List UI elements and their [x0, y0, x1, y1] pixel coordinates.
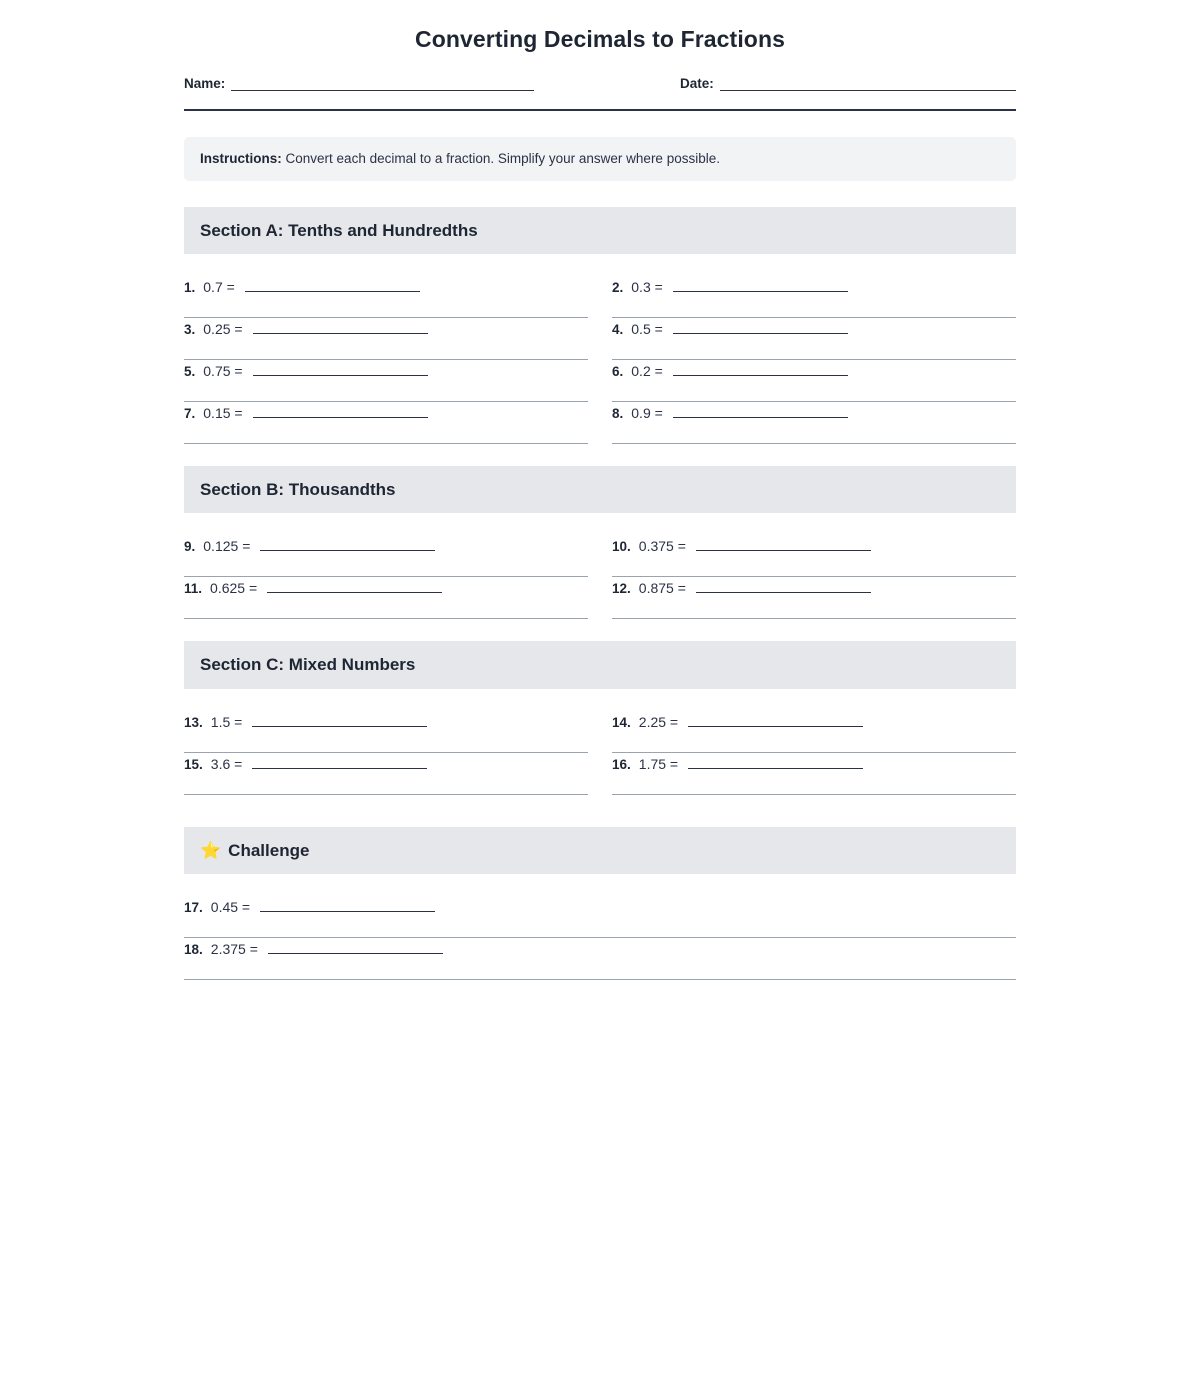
problem-expression: 0.5 = — [631, 321, 663, 338]
date-label: Date: — [680, 76, 714, 92]
problem-number: 13. — [184, 714, 203, 730]
sections-container — [184, 207, 1016, 980]
problem-expression: 0.875 = — [638, 580, 686, 597]
problem-item — [612, 577, 1016, 619]
problem-item — [184, 535, 588, 577]
problem-item — [612, 711, 1016, 753]
problem-item — [184, 753, 588, 795]
problem-item — [184, 896, 1016, 938]
problem-number: 8. — [612, 406, 624, 422]
answer-blank[interactable] — [688, 711, 863, 727]
problem-item — [612, 318, 1016, 360]
answer-blank[interactable] — [253, 360, 428, 376]
problem-item — [184, 360, 588, 402]
problem-expression: 2.375 = — [210, 940, 258, 957]
answer-blank[interactable] — [253, 318, 428, 334]
problem-number: 17. — [184, 899, 203, 915]
answer-blank[interactable] — [260, 535, 435, 551]
answer-blank[interactable] — [260, 896, 435, 912]
problem-number: 16. — [612, 756, 631, 772]
section-header-section-a — [184, 207, 1016, 254]
problem-item — [184, 276, 588, 318]
section-header-section-c — [184, 641, 1016, 688]
problem-expression: 1.5 = — [210, 713, 243, 730]
problem-expression: 0.625 = — [210, 580, 258, 597]
answer-blank[interactable] — [673, 318, 848, 334]
problem-expression: 0.25 = — [203, 321, 243, 338]
problem-expression: 0.375 = — [638, 538, 686, 555]
instructions-box — [184, 137, 1016, 181]
page-title: Converting Decimals to Fractions — [415, 26, 785, 52]
problem-item — [612, 276, 1016, 318]
problem-number: 5. — [184, 364, 196, 380]
problem-number: 15. — [184, 756, 203, 772]
star-icon: ⭐ — [200, 840, 222, 860]
name-blank[interactable] — [231, 76, 534, 91]
student-info-row — [184, 76, 1016, 111]
problem-number: 10. — [612, 539, 631, 555]
problem-expression: 0.75 = — [203, 363, 243, 380]
answer-blank[interactable] — [696, 535, 871, 551]
problem-item — [612, 360, 1016, 402]
problem-item — [612, 402, 1016, 444]
problem-item — [184, 318, 588, 360]
section-header-challenge — [184, 827, 1016, 874]
problem-number: 14. — [612, 714, 631, 730]
problem-number: 4. — [612, 322, 624, 338]
problem-number: 7. — [184, 406, 196, 422]
problem-grid-section-a — [184, 276, 1016, 444]
problem-number: 6. — [612, 364, 624, 380]
answer-blank[interactable] — [253, 402, 428, 418]
problem-expression: 2.25 = — [638, 713, 679, 730]
problem-grid-section-b — [184, 535, 1016, 619]
problem-expression: 0.7 = — [203, 279, 235, 296]
problem-item — [184, 938, 1016, 980]
problem-number: 12. — [612, 581, 631, 597]
answer-blank[interactable] — [673, 402, 848, 418]
answer-blank[interactable] — [673, 276, 848, 292]
problem-item — [184, 402, 588, 444]
answer-blank[interactable] — [268, 938, 443, 954]
section-header-section-b — [184, 466, 1016, 513]
problem-expression: 1.75 = — [638, 755, 679, 772]
section-title: Section B: Thousandths — [200, 480, 396, 500]
answer-blank[interactable] — [696, 577, 871, 593]
answer-blank[interactable] — [673, 360, 848, 376]
answer-blank[interactable] — [252, 711, 427, 727]
instructions-text: Convert each decimal to a fraction. Simplify your answer where possible. — [285, 150, 720, 166]
problem-number: 2. — [612, 280, 624, 296]
answer-blank[interactable] — [688, 753, 863, 769]
answer-blank[interactable] — [245, 276, 420, 292]
problem-expression: 0.125 = — [203, 538, 251, 555]
problem-number: 9. — [184, 539, 196, 555]
name-field[interactable] — [184, 76, 534, 91]
problem-expression: 0.9 = — [631, 405, 663, 422]
problem-number: 1. — [184, 280, 196, 296]
answer-blank[interactable] — [252, 753, 427, 769]
answer-blank[interactable] — [267, 577, 442, 593]
problem-number: 3. — [184, 322, 196, 338]
section-title: Challenge — [228, 840, 310, 860]
name-label: Name: — [184, 76, 226, 92]
problem-item — [612, 535, 1016, 577]
problem-expression: 0.3 = — [631, 279, 663, 296]
problem-item — [612, 753, 1016, 795]
problem-grid-section-c — [184, 711, 1016, 795]
problem-expression: 3.6 = — [210, 755, 243, 772]
date-field[interactable] — [680, 76, 1016, 91]
problem-number: 11. — [184, 581, 203, 597]
section-title: Section A: Tenths and Hundredths — [200, 220, 478, 240]
problem-item — [184, 577, 588, 619]
problem-expression: 0.15 = — [203, 405, 243, 422]
problem-grid-challenge — [184, 896, 1016, 980]
instructions-label: Instructions: — [200, 150, 282, 166]
problem-expression: 0.45 = — [210, 898, 251, 915]
problem-expression: 0.2 = — [631, 363, 663, 380]
section-title: Section C: Mixed Numbers — [200, 655, 416, 675]
problem-number: 18. — [184, 941, 203, 957]
date-blank[interactable] — [720, 76, 1016, 91]
problem-item — [184, 711, 588, 753]
